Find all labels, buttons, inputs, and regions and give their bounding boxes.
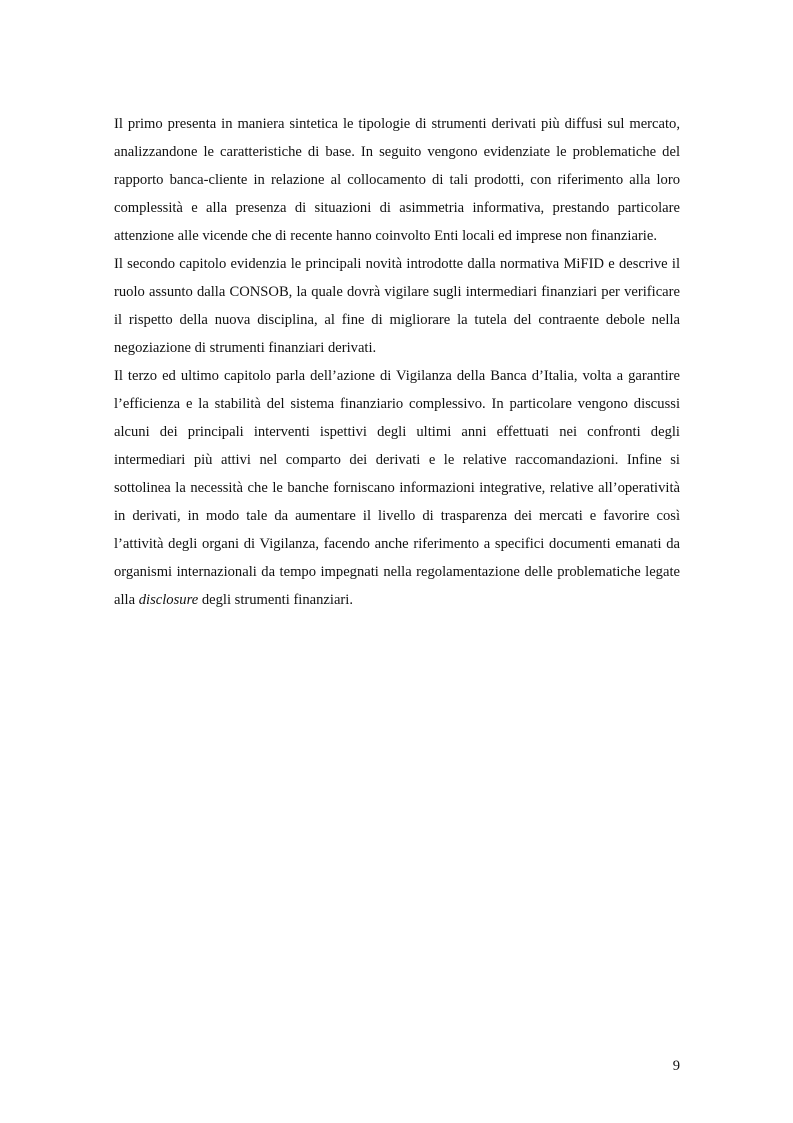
page-number: 9 [672, 1058, 680, 1074]
italic-term: disclosure [138, 592, 199, 608]
paragraph-3-ending: degli strumenti finanziari. [198, 592, 353, 608]
paragraph-2: Il secondo capitolo evidenzia le principali novità introdotte dalla normativa MiFID e descrive il ruolo assunto dalla CONSOB, la quale dovrà vigilare sugli intermediari finanziari per verificare il rispetto della nuova disciplina, al fine di migliorare la tutela del contraente debole nella negoziazione di strumenti finanziari derivati. [114, 256, 680, 356]
paragraph-3-text: Il terzo ed ultimo capitolo parla dell’azione di Vigilanza della Banca d’Italia, volta a garantire l’efficienza e la stabilità del sistema finanziario complessivo. In particolare vengono discussi alcuni dei principali interventi ispettivi degli ultimi anni effettuati nei confronti degli intermediari più attivi nel comparto dei derivati e le relative raccomandazioni. Infine si sottolinea la necessità che le banche forniscano informazioni integrative, relative all’operatività in derivati, in modo tale da aumentare il livello di trasparenza dei mercati e favorire così l’attività degli organi di Vigilanza, facendo anche riferimento a specifici documenti emanati da organismi internazionali da tempo impegnati nella regolamentazione delle problematiche legate alla [114, 368, 680, 608]
paragraph-1: Il primo presenta in maniera sintetica le tipologie di strumenti derivati più diffusi sul mercato, analizzandone le caratteristiche di base. In seguito vengono evidenziate le problematiche del rapporto banca-cliente in relazione al collocamento di tali prodotti, con riferimento alla loro complessità e alla presenza di situazioni di asimmetria informativa, prestando particolare attenzione alle vicende che di recente hanno coinvolto Enti locali ed imprese non finanziarie. [114, 116, 680, 244]
body-text [114, 110, 680, 614]
paragraph-3 [114, 362, 680, 614]
